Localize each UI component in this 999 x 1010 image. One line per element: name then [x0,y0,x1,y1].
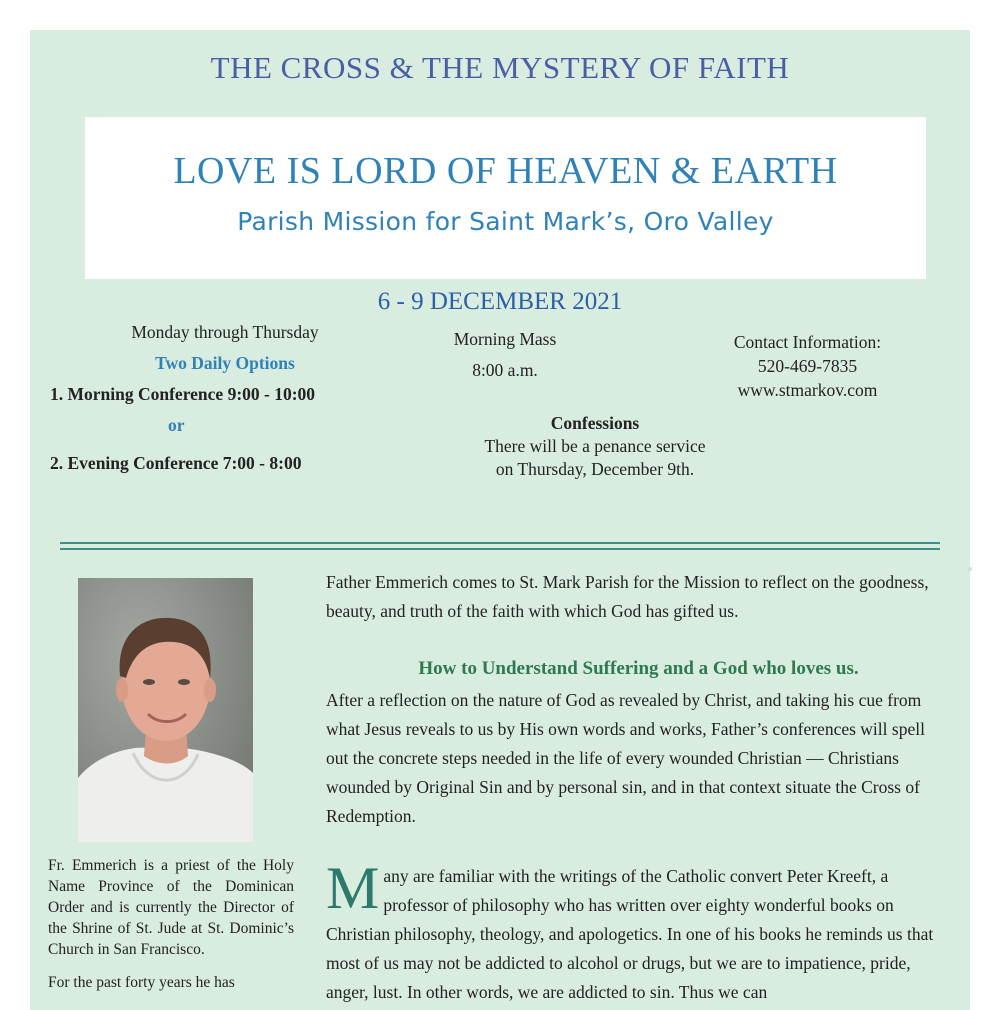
banner [85,117,926,279]
drop-cap: M [326,855,380,921]
article-paragraph-2-text: any are familiar with the writings of the Catholic convert Peter Kreeft, a professor of philosophy who has written over eighty wonderful books on Christian philosophy, theology, and apologetics. In one of his books he reminds us that most of us may not be addicted to alcohol or drugs, but we are to impatience, pride, anger, lust. In other words, we are addicted to sin. Thus we can [326,866,934,1002]
options-or: or [168,415,185,435]
bio-paragraph: Fr. Emmerich is a priest of the Holy Name Province of the Dominican Order and is currently the Director of the Shrine of St. Jude at St. Dominic’s Church in San Francisco. [48,857,294,958]
contact-heading: Contact Information: [733,332,882,352]
contact-phone: 520-469-7835 [757,356,858,376]
option-evening: 2. Evening Conference 7:00 - 8:00 [50,453,302,473]
bio-paragraph-2: For the past forty years he has [48,974,235,991]
options-heading: Two Daily Options [155,353,295,373]
banner-subtitle: Parish Mission for Saint Mark’s, Oro Valley [237,207,774,236]
event-date: 6 - 9 DECEMBER 2021 [377,288,623,315]
article-paragraph-1: After a reflection on the nature of God as revealed by Christ, and taking his cue from what Jesus reveals to us by His own words and works, Father’s conferences will spell out the concrete steps needed in the life of every wounded Christian — Christians wounded by Original Sin and by personal sin, and in that context situate the Cross of Redemption. [326,690,925,826]
event-days: Monday through Thursday [131,322,319,342]
mass-label: Morning Mass [453,329,557,349]
option-morning: 1. Morning Conference 9:00 - 10:00 [50,384,316,404]
banner-title: LOVE IS LORD OF HEAVEN & EARTH [173,150,838,192]
confessions-line1: There will be a penance service [484,436,706,456]
bio-text [48,855,294,993]
divider-bottom [60,548,940,550]
section-heading: How to Understand Suffering and a God who loves us. [418,658,859,679]
flyer-sheet [30,30,970,1010]
article-paragraph-2 [326,855,951,1007]
priest-photo [78,578,253,842]
flyer-title: THE CROSS & THE MYSTERY OF FAITH [210,50,790,85]
article-intro: Father Emmerich comes to St. Mark Parish for the Mission to reflect on the goodness, beauty, and truth of the faith with which God has gifted us. [326,572,929,621]
confessions-heading: Confessions [550,413,640,433]
divider-top [60,542,940,544]
confessions-line2: on Thursday, December 9th. [495,459,695,479]
edge-mark [968,567,972,571]
contact-website: www.stmarkov.com [737,380,878,400]
mass-time: 8:00 a.m. [472,360,538,380]
